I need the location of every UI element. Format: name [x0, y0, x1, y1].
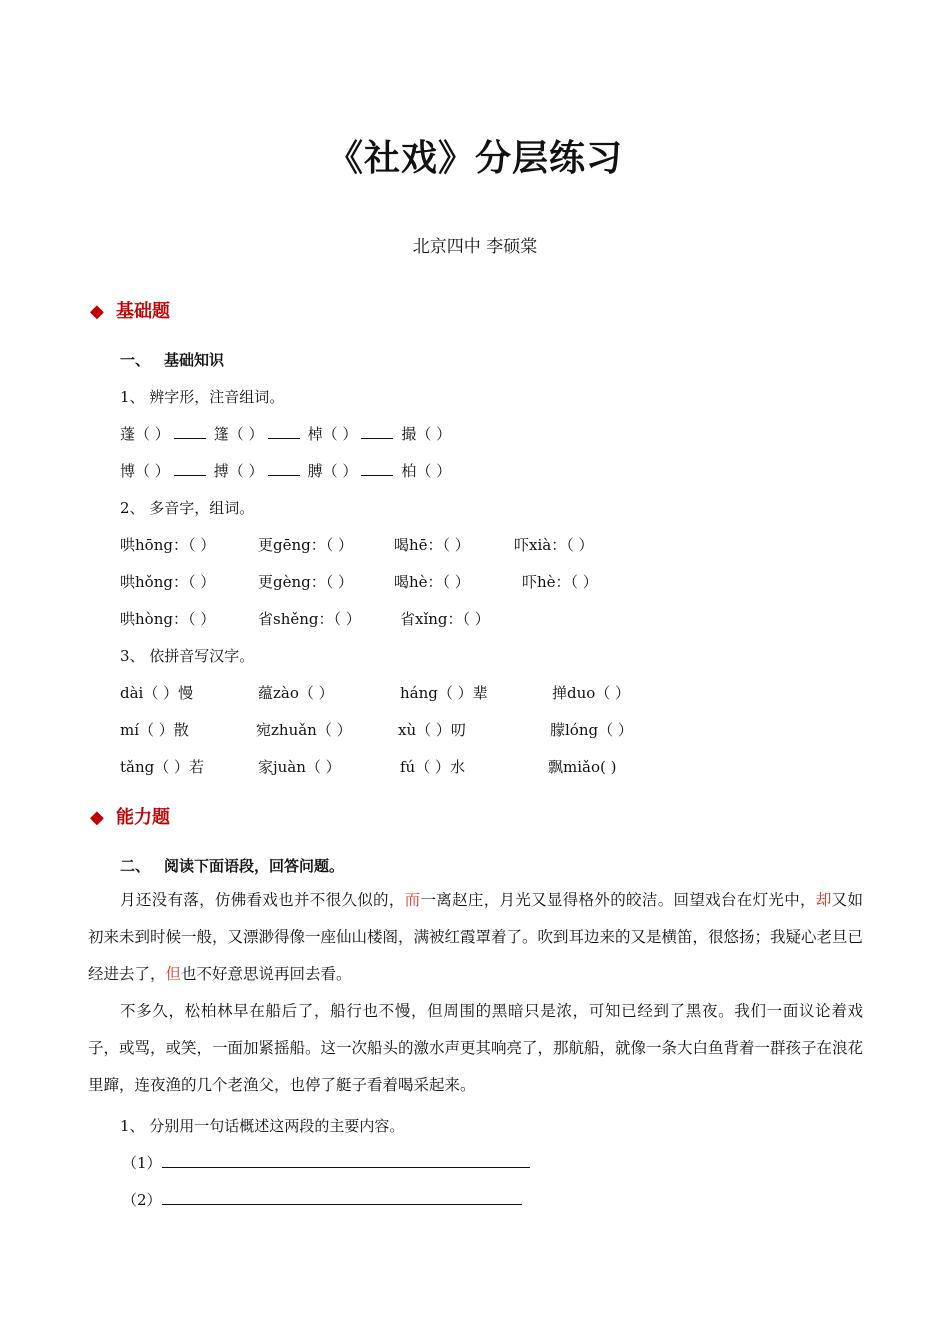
q2-item: 更gèng：（ ） [258, 573, 354, 591]
passage-paragraph-2: 不多久，松柏林早在船后了，船行也不慢，但周围的黑暗只是浓，可知已经到了黑夜。我们一面议论着戏子，或骂，或笑，一面加紧摇船。这一次船头的激水声更其响亮了，那航船，就像一条大白鱼背着一群孩子在浪花里蹿，连夜渔的几个老渔父，也停了艇子看着喝采起来。 [88, 1002, 864, 1094]
q3-item: mí（ ）散 [120, 721, 189, 739]
page-title: 《社戏》分层练习 [326, 137, 623, 179]
q3-item: háng（ ）辈 [400, 684, 488, 702]
q3-item: 掸duo（ ） [552, 684, 631, 702]
section-ability-label: 能力题 [116, 807, 170, 828]
q3-item: 朦lóng（ ） [550, 721, 633, 739]
q1-item: 搏（ ） [213, 462, 264, 480]
q2-item: 哄hōng：（ ） [120, 536, 216, 554]
q2-item: 吓xià：（ ） [514, 536, 594, 554]
section-ability [90, 803, 170, 829]
q1-item: 撮（ ） [401, 425, 452, 443]
highlight-word: 而 [404, 891, 421, 909]
answer-label: （2） [122, 1191, 162, 1209]
answer-blank [361, 460, 393, 476]
passage-text: 月还没有落，仿佛看戏也并不很久似的， [120, 891, 405, 909]
answer-blank [268, 423, 300, 439]
question-1: 1、 辨字形，注音组词。 [120, 388, 285, 406]
answer-label: （1） [122, 1154, 162, 1172]
q3-item: 蕴zào（ ） [258, 684, 334, 702]
q2-item: 哄hǒng：（ ） [120, 573, 216, 591]
part1-heading [120, 349, 224, 370]
q3-item: 家juàn（ ） [258, 758, 341, 776]
q1-item: 膊（ ） [307, 462, 358, 480]
passage-text: 又如初来未到时候一般，又漂渺得像一座仙山楼阁，满被红霞罩着了。吹到耳边来的又是横笛，很悠扬；我疑心老旦已经进去了， [88, 891, 864, 983]
answer-blank [174, 423, 206, 439]
answer-blank [268, 460, 300, 476]
diamond-icon: ◆ [90, 301, 104, 322]
q2-item: 喝hè：（ ） [394, 573, 470, 591]
diamond-icon: ◆ [90, 807, 104, 828]
q3-item: xù（ ）叨 [398, 721, 466, 739]
answer-blank [162, 1189, 522, 1205]
answer-blank [162, 1152, 530, 1168]
q1-row-2 [120, 460, 451, 481]
q1-item: 博（ ） [120, 462, 170, 480]
q3-item: dài（ ）慢 [120, 684, 194, 702]
q1-item: 蓬（ ） [120, 425, 170, 443]
q2-item: 哄hòng：（ ） [120, 610, 216, 628]
reading-passage [88, 882, 863, 1104]
q1-item: 柏（ ） [401, 462, 452, 480]
answer-blank [174, 460, 206, 476]
part2-heading [120, 855, 344, 876]
section-basic-label: 基础题 [116, 301, 170, 322]
answer-line-1 [122, 1152, 530, 1173]
answer-line-2 [122, 1189, 522, 1210]
part1-heading-num: 一、 [120, 351, 151, 369]
passage-paragraph-1 [88, 882, 863, 993]
q3-item: fú（ ）水 [400, 758, 465, 776]
highlight-word: 但 [165, 965, 182, 983]
q2-item: 省shěng：（ ） [258, 610, 361, 628]
part2-question-1: 1、 分别用一句话概述这两段的主要内容。 [120, 1117, 405, 1135]
passage-text: 也不好意思说再回去看。 [181, 965, 352, 983]
q3-item: tǎng（ ）若 [120, 758, 205, 776]
q1-item: 篷（ ） [213, 425, 264, 443]
question-3: 3、 依拼音写汉字。 [120, 647, 255, 665]
part2-heading-num: 二、 [120, 857, 151, 875]
part1-heading-text: 基础知识 [164, 351, 225, 369]
q1-item: 棹（ ） [307, 425, 358, 443]
q2-item: 更gēng：（ ） [258, 536, 354, 554]
q2-item: 喝hē：（ ） [394, 536, 470, 554]
part2-heading-text: 阅读下面语段，回答问题。 [164, 857, 345, 875]
q3-item: 宛zhuǎn（ ） [256, 721, 352, 739]
answer-blank [361, 423, 393, 439]
q2-item: 吓hè：（ ） [522, 573, 598, 591]
q3-item: 飘miǎo( ) [548, 758, 617, 776]
author-line: 北京四中 李硕棠 [412, 237, 538, 257]
passage-text: 一离赵庄，月光又显得格外的皎洁。回望戏台在灯光中， [420, 891, 816, 909]
highlight-word: 却 [815, 891, 832, 909]
section-basic [90, 297, 170, 323]
q2-item: 省xǐng：（ ） [400, 610, 490, 628]
question-2: 2、 多音字，组词。 [120, 499, 255, 517]
q1-row-1 [120, 423, 451, 444]
